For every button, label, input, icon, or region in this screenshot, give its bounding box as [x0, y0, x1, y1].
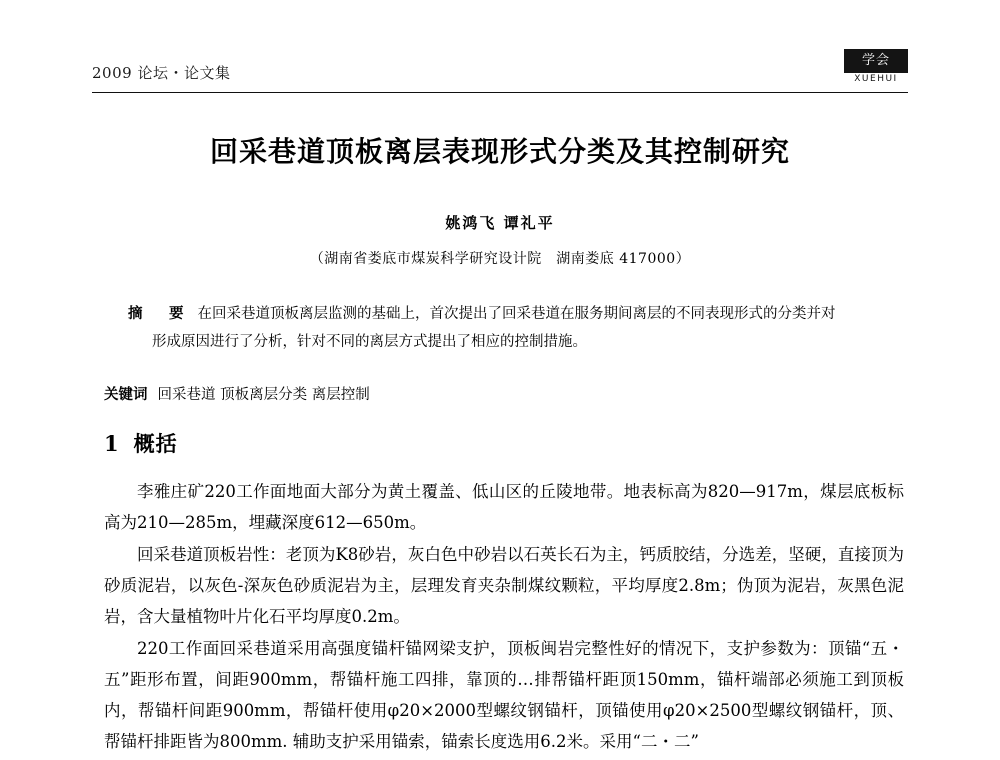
- paragraph: 220工作面回采巷道采用高强度锚杆锚网梁支护，顶板闽岩完整性好的情况下，支护参数为：顶锚“五・五”距形布置，间距900mm，帮锚杆施工四排，靠顶的…排帮锚杆距顶150mm，锚杆端部必须施工到顶板内，帮锚杆间距900mm，帮锚杆使用φ20×2000型螺纹钢锚杆，顶锚使用φ20×2500型螺纹钢锚杆，顶、帮锚杆排距皆为800mm. 辅助支护采用锚索，锚索长度选用6.2米。采用“二・二”: [104, 639, 904, 751]
- page-title: 回采巷道顶板离层表现形式分类及其控制研究: [209, 135, 790, 168]
- abstract-line-1: 在回采巷道顶板离层监测的基础上，首次提出了回采巷道在服务期间离层的不同表现形式的分类并对: [197, 306, 836, 322]
- publisher-logo: [844, 49, 908, 84]
- keywords-block: [104, 382, 904, 408]
- section-heading: [104, 428, 178, 458]
- abstract-line-2: 形成原因进行了分析，针对不同的离层方式提出了相应的控制措施。: [152, 334, 587, 350]
- section-number: 1: [104, 431, 120, 456]
- keywords-text: 回采巷道 顶板离层分类 离层控制: [157, 387, 370, 403]
- body-text: [104, 476, 904, 758]
- keywords-label: 关键词: [104, 386, 148, 403]
- paragraph: 李雅庄矿220工作面地面大部分为黄土覆盖、低山区的丘陵地带。地表标高为820—917m，煤层底板标高为210—285m，埋藏深度612—650m。: [104, 482, 904, 532]
- logo-caption: XUEHUI: [854, 74, 898, 84]
- authors: 姚鸿飞 谭礼平: [445, 214, 555, 232]
- header-running-title: 2009 论坛・论文集: [92, 64, 231, 82]
- abstract-label: 摘 要: [128, 305, 190, 322]
- affiliation: （湖南省娄底市煤炭科学研究设计院 湖南娄底 417000）: [309, 251, 691, 267]
- page-header: [92, 53, 908, 100]
- section-title: 概括: [133, 431, 178, 456]
- abstract-block: [128, 300, 888, 356]
- header-divider: [92, 92, 908, 93]
- logo-mark: 学会: [844, 49, 908, 73]
- paragraph: 回采巷道顶板岩性：老顶为K8砂岩，灰白色中砂岩以石英长石为主，钙质胶结，分选差，坚硬，直接顶为砂质泥岩，以灰色-深灰色砂质泥岩为主，层理发育夹杂制煤纹颗粒，平均厚度2.8m；伪顶为泥岩，灰黑色泥岩，含大量植物叶片化石平均厚度0.2m。: [104, 545, 904, 626]
